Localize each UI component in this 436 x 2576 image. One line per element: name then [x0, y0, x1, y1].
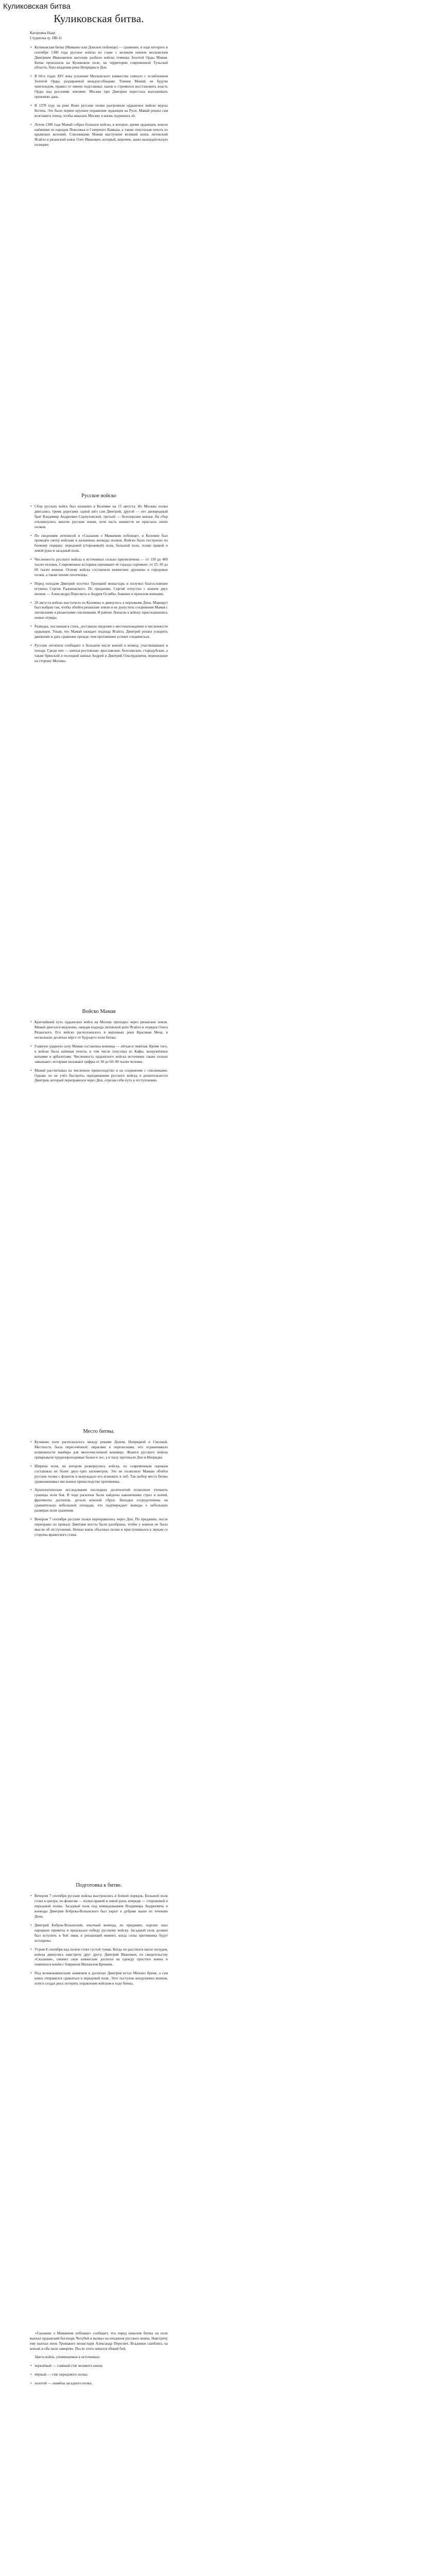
sections-container	[30, 45, 168, 2576]
bullet-icon: •	[30, 1488, 32, 1493]
list-item-text: Мамай рассчитывал на численное превосходство и на соединение с союзниками. Однако он не учёл быстроты передвижения русского войска и решительности Дмитрия, который переправился через Дон, отрезав себе путь к отступлению.	[34, 1068, 168, 1083]
list-item	[30, 74, 168, 100]
bullet-list	[30, 2364, 168, 2386]
list-item	[30, 1464, 168, 1485]
list-item	[30, 2372, 168, 2378]
bullet-icon: •	[30, 122, 32, 127]
section-heading: Войско Мамая	[82, 1009, 116, 1015]
section-legend	[30, 2331, 168, 2386]
bullet-list	[30, 504, 168, 664]
bullet-icon: •	[30, 1464, 32, 1468]
bullet-list	[30, 1020, 168, 1083]
window-title: Куликовская битва	[3, 2, 71, 11]
list-item	[30, 582, 168, 597]
bullet-icon: •	[30, 1894, 32, 1899]
list-item-text: 20 августа войско выступило из Коломны и двинулось к верховьям Дона. Маршрут был выбран так, чтобы обойти рязанские земли и не допустить соединения Мамая с литовскими и рязанскими союзниками. В районе Лопасни к войску присоединились новые отряды.	[34, 600, 168, 620]
list-item	[30, 1020, 168, 1041]
bullet-icon: •	[30, 1923, 32, 1927]
section-russian-army	[30, 493, 168, 664]
list-item-text: Утром 8 сентября над полем стоял густой туман. Когда он рассеялся около полудня, войска двинулись навстречу друг другу. Дмитрий Иванович, по свидетельству «Сказания», сменил свои княжеские доспехи на одежду простого воина и поменялся конём с боярином Михаилом Бренком.	[34, 1947, 168, 1967]
section-heading: Русское войско	[81, 493, 116, 499]
bullet-list	[30, 1440, 168, 1537]
list-item	[30, 534, 168, 554]
list-item-text: Численность русского войска в источниках сильно преувеличена — от 150 до 400 тысяч человек. Современные историки оценивают её гораздо скромнее: от 25–30 до 60 тысяч воинов. Основу войска составляли княжеские дружины и городовые полки, а также пешие ополченцы.	[34, 557, 168, 577]
list-item-text: В 1378 году на реке Воже русские полки разгромили ордынское войско мурзы Бегича. Это было первое крупное поражение ордынцев на Руси. Мамай решил сам возглавить поход, чтобы наказать Москву и вновь подчинить её.	[34, 103, 168, 118]
list-item-text: Кратчайший путь ордынских войск на Москву проходил через рязанские земли. Мамай двигался медленно, ожидая подхода литовской рати Ягайло и отрядов Олега Рязанского. Его войско расположилось в верховьях реки Красивая Меча, в нескольких десятках вёрст от будущего поля битвы.	[34, 1020, 168, 1040]
document-body	[30, 12, 168, 2576]
list-item-text: Вечером 7 сентября русские полки переправились через Дон. По преданию, после переправы по приказу Дмитрия мосты были разобраны, чтобы у воинов не было мысли об отступлении. Ночью князь объезжал полки и прислушивался к звукам со стороны вражеского стана.	[34, 1517, 168, 1537]
list-item-text: В 60-х годах XIV века усиление Московского княжества совпало с ослаблением Золотой Орды, раздираемой междоусобицами. Темник Мамай, не будучи чингизидом, правил от имени подставных ханов и стремился восстановить власть Орды над русскими землями. Москва при Дмитрии перестала выплачивать прежнюю дань.	[34, 74, 168, 99]
list-item	[30, 2364, 168, 2369]
document-title: Куликовская битва.	[54, 12, 144, 25]
list-item-text: Главную ударную силу Мамая составляла конница — лёгкая и тяжёлая. Кроме того, в войске была наёмная пехота, в том числе генуэзцы из Кафы, вооружённые копьями и арбалетами. Численность ордынского войска источники также сильно завышают; историки называют цифры от 30 до 60–90 тысяч человек.	[34, 1044, 168, 1064]
bullet-icon: •	[30, 1020, 32, 1025]
list-item-text: Сбор русских войск был назначен в Коломне на 15 августа. Из Москвы полки двигались тремя дорогами: одной шёл сам Дмитрий, другой — его двоюродный брат Владимир Андреевич Серпуховской, третьей — белозерские князья. На сбор откликнулись многие русские земли, хотя часть княжеств не прислала своих полков.	[34, 504, 168, 529]
list-item	[30, 1044, 168, 1065]
bullet-icon: •	[30, 1068, 32, 1073]
section-mamai-army	[30, 1008, 168, 1083]
list-item-text: Археологические исследования последних десятилетий позволили уточнить границы поля боя. В ходе раскопок были найдены наконечники стрел и копий, фрагменты доспехов, детали конской сбруи. Находки сосредоточены на сравнительно небольшой площади, что подтверждает выводы о небольших размерах поля сражения.	[34, 1488, 168, 1513]
list-item	[30, 1517, 168, 1538]
bullet-icon: •	[30, 2381, 32, 2386]
list-item-text: Куликово поле располагалось между реками Доном, Непрядвой и Смолкой. Местность была пересечённой: оврагами и перелесками, что ограничивало возможности манёвра для многочисленной конницы. Фланги русского войска прикрывали труднопроходимые балки и лес, а в тылу протекали Дон и Непрядва.	[34, 1440, 168, 1460]
bullet-icon: •	[30, 504, 32, 509]
bullet-icon: •	[30, 624, 32, 629]
section-heading: Подготовка к битве.	[76, 1883, 122, 1889]
list-item-text: Ширина поля, на котором развернулись войска, по современным оценкам составляла не более двух–трёх километров. Это не позволяло Мамаю обойти русские полки с флангов и вынуждало его атаковать в лоб. Так выбор места битвы уравновешивал численное превосходство противника.	[34, 1464, 168, 1484]
section-battlefield	[30, 1428, 168, 1537]
list-item-text: Дмитрий Боброк-Волынский, опытный воевода, по преданию, хорошо знал народные приметы и предсказал победу русскому войску. Засадный полк должен был вступить в бой лишь в решающий момент, когда силы противника будут истощены.	[34, 1923, 168, 1943]
list-item-text: Вечером 7 сентября русские войска выстроились в боевой порядок. Большой полк стоял в центре, по флангам — полки правой и левой руки, впереди — сторожевой и передовой полки. Засадный полк под командованием Владимира Андреевича и воеводы Дмитрия Боброка-Волынского был укрыт в дубраве выше по течению Дона.	[34, 1894, 168, 1919]
list-item	[30, 557, 168, 578]
list-item-text: По сведениям летописей и «Сказания о Мамаевом побоище», в Коломне был проведён смотр войскам и назначены воеводы полков. Войско было построено по боевому порядку: передовой (сторожевой) полк, большой полк, полки правой и левой руки и засадный полк.	[34, 533, 168, 553]
section-heading: Место битвы.	[83, 1429, 115, 1435]
bullet-icon: •	[30, 581, 32, 586]
bullet-icon: •	[30, 600, 32, 605]
section-intro	[30, 45, 168, 148]
paragraph: Цвета войск, упоминаемые в источниках:	[35, 2355, 101, 2360]
bullet-list	[30, 45, 168, 148]
list-item-text: Летом 1380 года Мамай собрал большое войско, в которое, кроме ордынцев, вошли наёмники из народов Поволжья и Северного Кавказа, а также генуэзская пехота из крымских колоний. Союзниками Мамая выступили великий князь литовский Ягайло и рязанский князь Олег Иванович, который, впрочем, занял выжидательную позицию.	[34, 122, 168, 147]
list-item	[30, 104, 168, 119]
list-item-text: червлёный — главный стяг великого князя;	[34, 2364, 103, 2368]
list-item	[30, 1923, 168, 1944]
bullet-icon: •	[30, 103, 32, 108]
list-item	[30, 45, 168, 71]
bullet-icon: •	[30, 45, 32, 49]
bullet-icon: •	[30, 2372, 32, 2377]
list-item	[30, 1947, 168, 1968]
section-preparation	[30, 1882, 168, 1987]
list-item	[30, 1971, 168, 1987]
bullet-icon: •	[30, 643, 32, 648]
list-item	[30, 624, 168, 640]
bullet-icon: •	[30, 557, 32, 562]
bullet-icon: •	[30, 1947, 32, 1952]
list-item	[30, 123, 168, 148]
bullet-icon: •	[30, 2364, 32, 2368]
list-item-text: Разведка, посланная в степь, доставила сведения о местонахождении и численности ордынцев. Узнав, что Мамай ожидает подхода Ягайло, Дмитрий решил ускорить движение и дать сражение прежде, чем противники успеют соединиться.	[34, 624, 168, 639]
list-item-text: золотой — знамёна засадного полка.	[34, 2381, 93, 2386]
bullet-list	[30, 1894, 168, 1987]
bullet-icon: •	[30, 1440, 32, 1445]
list-item-text: Под великокняжеским знаменем в доспехах Дмитрия встал Михаил Бренк, а сам князь отправился сражаться в передовой полк. Этот поступок воодушевил воинов, хотя и создал риск потерять управление войском в ходе битвы.	[34, 1971, 168, 1986]
list-item	[30, 601, 168, 621]
list-item-text: чёрный — стяг передового полка;	[34, 2372, 88, 2377]
class-line: Студентка гр. ПВ-11	[30, 36, 62, 40]
bullet-icon: •	[30, 74, 32, 79]
bullet-icon: •	[30, 1044, 32, 1048]
bullet-icon: •	[30, 1517, 32, 1521]
list-item	[30, 1488, 168, 1514]
list-item	[30, 1069, 168, 1084]
list-item-text: Куликовская битва (Мамаево или Донское побоище) — сражение, в ходе которого в сентябре 1380 года русское войско во главе с великим князем московским Дмитрием Ивановичем наголову разбило войско темника Золотой Орды Мамая. Битва произошла на Куликовом поле, на территории современной Тульской области, близ впадения реки Непрядвы в Дон.	[34, 45, 168, 70]
list-item	[30, 504, 168, 530]
bullet-icon: •	[30, 533, 32, 538]
list-item-text: Русские летописи сообщают о большом числе князей и воевод, участвовавших в походе. Среди них — князья ростовские, ярославские, белозерские, стародубские, а также брянский и полоцкий князья Андрей и Дмитрий Ольгердовичи, перешедшие на сторону Москвы.	[34, 643, 168, 663]
quote-paragraph: «Сказание о Мамаевом побоище» сообщает, что перед началом битвы на поле выехал ордынский богатырь Челубей и вызвал на поединок русского воина. Навстречу ему выехал инок Троицкого монастыря Александр Пересвет. Всадники сшиблись на копьях и оба пали замертво. После этого начался общий бой.	[30, 2331, 168, 2351]
list-item	[30, 1894, 168, 1920]
list-item	[30, 1440, 168, 1461]
list-item	[30, 643, 168, 664]
bullet-icon: •	[30, 1971, 32, 1976]
list-item-text: Перед походом Дмитрий посетил Троицкий монастырь и получил благословение игумена Сергия Радонежского. По преданию, Сергий отпустил с князем двух иноков — Александра Пересвета и Андрея Ослябю, бывших в прошлом воинами.	[34, 581, 168, 596]
list-item	[30, 2381, 168, 2386]
author-line: Кагоровна Надя	[30, 31, 56, 35]
